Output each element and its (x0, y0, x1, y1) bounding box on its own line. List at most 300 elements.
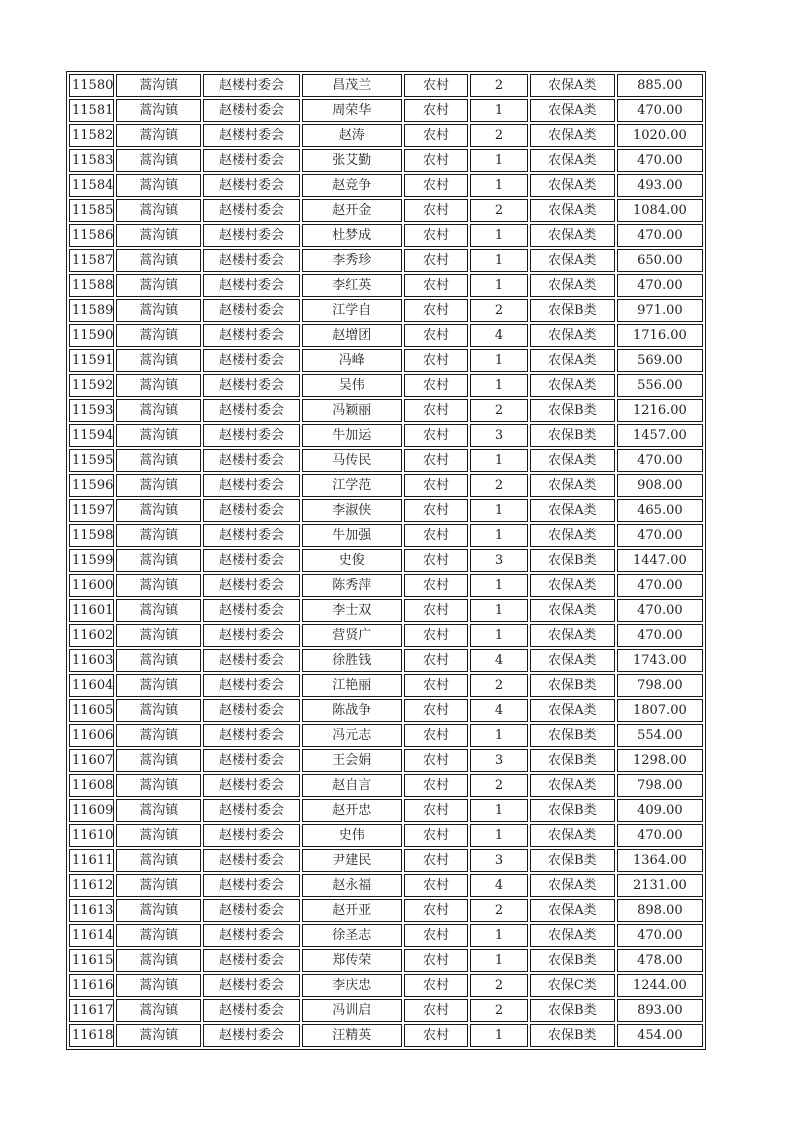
cell-residence-type: 农村 (404, 424, 468, 447)
cell-record-id: 11612 (69, 874, 114, 897)
table-row (69, 524, 703, 547)
cell-town: 蒿沟镇 (116, 449, 201, 472)
cell-amount: 798.00 (617, 674, 703, 697)
cell-village-committee: 赵楼村委会 (203, 799, 300, 822)
cell-town: 蒿沟镇 (116, 1024, 201, 1047)
cell-village-committee: 赵楼村委会 (203, 524, 300, 547)
cell-amount: 1216.00 (617, 399, 703, 422)
cell-insurance-category: 农保A类 (530, 924, 615, 947)
cell-amount: 1743.00 (617, 649, 703, 672)
table-row (69, 574, 703, 597)
cell-amount: 908.00 (617, 474, 703, 497)
cell-amount: 470.00 (617, 224, 703, 247)
cell-person-count: 2 (470, 999, 528, 1022)
cell-insurance-category: 农保A类 (530, 599, 615, 622)
cell-person-name: 冯训启 (302, 999, 402, 1022)
cell-town: 蒿沟镇 (116, 399, 201, 422)
cell-insurance-category: 农保B类 (530, 849, 615, 872)
cell-amount: 650.00 (617, 249, 703, 272)
cell-person-name: 营贤广 (302, 624, 402, 647)
cell-village-committee: 赵楼村委会 (203, 724, 300, 747)
cell-person-name: 牛加强 (302, 524, 402, 547)
cell-residence-type: 农村 (404, 849, 468, 872)
cell-village-committee: 赵楼村委会 (203, 374, 300, 397)
cell-town: 蒿沟镇 (116, 374, 201, 397)
cell-person-name: 赵开亚 (302, 899, 402, 922)
cell-insurance-category: 农保A类 (530, 249, 615, 272)
cell-amount: 478.00 (617, 949, 703, 972)
cell-village-committee: 赵楼村委会 (203, 349, 300, 372)
cell-insurance-category: 农保C类 (530, 974, 615, 997)
benefits-roster-table (66, 71, 706, 1050)
table-row (69, 424, 703, 447)
cell-record-id: 11591 (69, 349, 114, 372)
cell-person-name: 江学范 (302, 474, 402, 497)
cell-amount: 885.00 (617, 74, 703, 97)
table-row (69, 1024, 703, 1047)
cell-amount: 1244.00 (617, 974, 703, 997)
cell-village-committee: 赵楼村委会 (203, 974, 300, 997)
cell-village-committee: 赵楼村委会 (203, 324, 300, 347)
cell-record-id: 11607 (69, 749, 114, 772)
cell-village-committee: 赵楼村委会 (203, 899, 300, 922)
cell-insurance-category: 农保B类 (530, 549, 615, 572)
cell-record-id: 11601 (69, 599, 114, 622)
cell-town: 蒿沟镇 (116, 774, 201, 797)
cell-record-id: 11598 (69, 524, 114, 547)
cell-person-count: 1 (470, 724, 528, 747)
cell-insurance-category: 农保A类 (530, 199, 615, 222)
cell-amount: 554.00 (617, 724, 703, 747)
cell-record-id: 11595 (69, 449, 114, 472)
cell-amount: 470.00 (617, 574, 703, 597)
cell-village-committee: 赵楼村委会 (203, 549, 300, 572)
cell-village-committee: 赵楼村委会 (203, 224, 300, 247)
cell-person-name: 尹建民 (302, 849, 402, 872)
cell-amount: 454.00 (617, 1024, 703, 1047)
table-row (69, 799, 703, 822)
table-row (69, 599, 703, 622)
table-row (69, 749, 703, 772)
cell-village-committee: 赵楼村委会 (203, 949, 300, 972)
cell-person-count: 1 (470, 599, 528, 622)
cell-town: 蒿沟镇 (116, 224, 201, 247)
cell-record-id: 11590 (69, 324, 114, 347)
cell-person-name: 赵永福 (302, 874, 402, 897)
cell-residence-type: 农村 (404, 949, 468, 972)
cell-record-id: 11588 (69, 274, 114, 297)
cell-person-count: 1 (470, 449, 528, 472)
cell-town: 蒿沟镇 (116, 699, 201, 722)
cell-person-count: 2 (470, 899, 528, 922)
cell-town: 蒿沟镇 (116, 899, 201, 922)
cell-record-id: 11592 (69, 374, 114, 397)
cell-person-name: 赵竞争 (302, 174, 402, 197)
table-row (69, 349, 703, 372)
cell-amount: 556.00 (617, 374, 703, 397)
cell-village-committee: 赵楼村委会 (203, 199, 300, 222)
cell-village-committee: 赵楼村委会 (203, 824, 300, 847)
cell-residence-type: 农村 (404, 649, 468, 672)
cell-person-count: 1 (470, 499, 528, 522)
cell-insurance-category: 农保A类 (530, 699, 615, 722)
cell-residence-type: 农村 (404, 1024, 468, 1047)
cell-village-committee: 赵楼村委会 (203, 849, 300, 872)
cell-person-name: 徐圣志 (302, 924, 402, 947)
cell-village-committee: 赵楼村委会 (203, 299, 300, 322)
cell-insurance-category: 农保A类 (530, 899, 615, 922)
cell-amount: 465.00 (617, 499, 703, 522)
table-row (69, 74, 703, 97)
cell-amount: 470.00 (617, 624, 703, 647)
cell-insurance-category: 农保A类 (530, 874, 615, 897)
cell-town: 蒿沟镇 (116, 624, 201, 647)
cell-person-count: 1 (470, 574, 528, 597)
cell-residence-type: 农村 (404, 924, 468, 947)
cell-person-count: 1 (470, 949, 528, 972)
cell-village-committee: 赵楼村委会 (203, 924, 300, 947)
cell-record-id: 11587 (69, 249, 114, 272)
cell-town: 蒿沟镇 (116, 149, 201, 172)
cell-person-name: 史伟 (302, 824, 402, 847)
cell-person-name: 李秀珍 (302, 249, 402, 272)
cell-town: 蒿沟镇 (116, 674, 201, 697)
cell-village-committee: 赵楼村委会 (203, 599, 300, 622)
cell-village-committee: 赵楼村委会 (203, 674, 300, 697)
cell-amount: 893.00 (617, 999, 703, 1022)
table-row (69, 174, 703, 197)
cell-person-name: 史俊 (302, 549, 402, 572)
table-row (69, 474, 703, 497)
cell-person-name: 赵增团 (302, 324, 402, 347)
cell-town: 蒿沟镇 (116, 874, 201, 897)
table-row (69, 224, 703, 247)
cell-amount: 1457.00 (617, 424, 703, 447)
table-row (69, 199, 703, 222)
cell-record-id: 11615 (69, 949, 114, 972)
cell-amount: 470.00 (617, 824, 703, 847)
cell-insurance-category: 农保B类 (530, 749, 615, 772)
table-row (69, 374, 703, 397)
cell-person-count: 1 (470, 824, 528, 847)
cell-residence-type: 农村 (404, 274, 468, 297)
cell-insurance-category: 农保A类 (530, 374, 615, 397)
cell-person-count: 2 (470, 974, 528, 997)
cell-person-name: 江学自 (302, 299, 402, 322)
cell-residence-type: 农村 (404, 249, 468, 272)
cell-town: 蒿沟镇 (116, 349, 201, 372)
cell-insurance-category: 农保A类 (530, 574, 615, 597)
cell-record-id: 11604 (69, 674, 114, 697)
cell-residence-type: 农村 (404, 374, 468, 397)
cell-record-id: 11609 (69, 799, 114, 822)
cell-record-id: 11602 (69, 624, 114, 647)
cell-insurance-category: 农保B类 (530, 299, 615, 322)
cell-residence-type: 农村 (404, 549, 468, 572)
cell-amount: 1084.00 (617, 199, 703, 222)
cell-person-count: 2 (470, 74, 528, 97)
cell-person-count: 4 (470, 324, 528, 347)
cell-town: 蒿沟镇 (116, 949, 201, 972)
cell-record-id: 11584 (69, 174, 114, 197)
cell-amount: 1020.00 (617, 124, 703, 147)
cell-residence-type: 农村 (404, 174, 468, 197)
cell-person-name: 江艳丽 (302, 674, 402, 697)
table-row (69, 949, 703, 972)
cell-insurance-category: 农保A类 (530, 824, 615, 847)
cell-record-id: 11597 (69, 499, 114, 522)
cell-residence-type: 农村 (404, 349, 468, 372)
cell-village-committee: 赵楼村委会 (203, 99, 300, 122)
cell-town: 蒿沟镇 (116, 599, 201, 622)
cell-record-id: 11605 (69, 699, 114, 722)
cell-amount: 569.00 (617, 349, 703, 372)
cell-insurance-category: 农保A类 (530, 474, 615, 497)
cell-residence-type: 农村 (404, 774, 468, 797)
cell-record-id: 11599 (69, 549, 114, 572)
cell-town: 蒿沟镇 (116, 974, 201, 997)
cell-person-count: 1 (470, 624, 528, 647)
cell-record-id: 11589 (69, 299, 114, 322)
table-row (69, 299, 703, 322)
cell-town: 蒿沟镇 (116, 424, 201, 447)
cell-amount: 1716.00 (617, 324, 703, 347)
cell-village-committee: 赵楼村委会 (203, 574, 300, 597)
cell-town: 蒿沟镇 (116, 799, 201, 822)
cell-record-id: 11611 (69, 849, 114, 872)
cell-town: 蒿沟镇 (116, 724, 201, 747)
cell-person-count: 1 (470, 374, 528, 397)
cell-village-committee: 赵楼村委会 (203, 749, 300, 772)
cell-amount: 2131.00 (617, 874, 703, 897)
cell-person-name: 王会娟 (302, 749, 402, 772)
cell-insurance-category: 农保A类 (530, 224, 615, 247)
cell-person-count: 1 (470, 1024, 528, 1047)
cell-record-id: 11583 (69, 149, 114, 172)
cell-person-name: 冯峰 (302, 349, 402, 372)
table-body (69, 74, 703, 1047)
cell-residence-type: 农村 (404, 724, 468, 747)
cell-person-name: 赵开金 (302, 199, 402, 222)
cell-person-count: 1 (470, 149, 528, 172)
cell-person-name: 周荣华 (302, 99, 402, 122)
table-row (69, 249, 703, 272)
table-row (69, 999, 703, 1022)
cell-amount: 798.00 (617, 774, 703, 797)
cell-person-count: 1 (470, 924, 528, 947)
cell-insurance-category: 农保A类 (530, 524, 615, 547)
cell-town: 蒿沟镇 (116, 124, 201, 147)
cell-person-count: 1 (470, 524, 528, 547)
cell-village-committee: 赵楼村委会 (203, 999, 300, 1022)
cell-person-count: 3 (470, 849, 528, 872)
cell-village-committee: 赵楼村委会 (203, 174, 300, 197)
cell-town: 蒿沟镇 (116, 299, 201, 322)
cell-insurance-category: 农保A类 (530, 124, 615, 147)
cell-amount: 470.00 (617, 99, 703, 122)
cell-town: 蒿沟镇 (116, 524, 201, 547)
cell-insurance-category: 农保A类 (530, 624, 615, 647)
cell-person-count: 1 (470, 224, 528, 247)
cell-person-count: 1 (470, 349, 528, 372)
cell-town: 蒿沟镇 (116, 549, 201, 572)
table-row (69, 324, 703, 347)
cell-insurance-category: 农保A类 (530, 774, 615, 797)
cell-residence-type: 农村 (404, 399, 468, 422)
cell-person-count: 2 (470, 299, 528, 322)
cell-village-committee: 赵楼村委会 (203, 399, 300, 422)
table-row (69, 274, 703, 297)
cell-amount: 470.00 (617, 149, 703, 172)
cell-person-name: 赵开忠 (302, 799, 402, 822)
cell-village-committee: 赵楼村委会 (203, 274, 300, 297)
cell-record-id: 11600 (69, 574, 114, 597)
cell-amount: 1807.00 (617, 699, 703, 722)
cell-person-name: 李淑侠 (302, 499, 402, 522)
cell-record-id: 11596 (69, 474, 114, 497)
cell-record-id: 11581 (69, 99, 114, 122)
cell-town: 蒿沟镇 (116, 849, 201, 872)
cell-record-id: 11586 (69, 224, 114, 247)
cell-town: 蒿沟镇 (116, 199, 201, 222)
table-row (69, 149, 703, 172)
table-row (69, 399, 703, 422)
cell-insurance-category: 农保A类 (530, 449, 615, 472)
cell-village-committee: 赵楼村委会 (203, 649, 300, 672)
cell-residence-type: 农村 (404, 824, 468, 847)
cell-person-count: 2 (470, 124, 528, 147)
table-row (69, 674, 703, 697)
table-row (69, 549, 703, 572)
cell-village-committee: 赵楼村委会 (203, 1024, 300, 1047)
cell-residence-type: 农村 (404, 899, 468, 922)
cell-record-id: 11618 (69, 1024, 114, 1047)
cell-town: 蒿沟镇 (116, 274, 201, 297)
table-row (69, 699, 703, 722)
cell-person-name: 马传民 (302, 449, 402, 472)
cell-record-id: 11580 (69, 74, 114, 97)
cell-village-committee: 赵楼村委会 (203, 124, 300, 147)
cell-residence-type: 农村 (404, 999, 468, 1022)
cell-amount: 409.00 (617, 799, 703, 822)
cell-village-committee: 赵楼村委会 (203, 624, 300, 647)
cell-record-id: 11616 (69, 974, 114, 997)
cell-record-id: 11603 (69, 649, 114, 672)
cell-amount: 470.00 (617, 449, 703, 472)
table-row (69, 849, 703, 872)
cell-person-count: 2 (470, 399, 528, 422)
table-row (69, 824, 703, 847)
cell-record-id: 11617 (69, 999, 114, 1022)
cell-person-count: 1 (470, 274, 528, 297)
cell-residence-type: 农村 (404, 199, 468, 222)
cell-amount: 1298.00 (617, 749, 703, 772)
cell-amount: 971.00 (617, 299, 703, 322)
cell-person-name: 赵涛 (302, 124, 402, 147)
cell-village-committee: 赵楼村委会 (203, 774, 300, 797)
cell-town: 蒿沟镇 (116, 499, 201, 522)
table-row (69, 99, 703, 122)
cell-residence-type: 农村 (404, 974, 468, 997)
cell-residence-type: 农村 (404, 749, 468, 772)
table-row (69, 124, 703, 147)
cell-person-count: 3 (470, 549, 528, 572)
cell-residence-type: 农村 (404, 699, 468, 722)
cell-town: 蒿沟镇 (116, 249, 201, 272)
cell-village-committee: 赵楼村委会 (203, 474, 300, 497)
cell-insurance-category: 农保B类 (530, 949, 615, 972)
cell-person-count: 3 (470, 749, 528, 772)
cell-insurance-category: 农保A类 (530, 99, 615, 122)
cell-residence-type: 农村 (404, 874, 468, 897)
cell-residence-type: 农村 (404, 599, 468, 622)
cell-village-committee: 赵楼村委会 (203, 874, 300, 897)
cell-town: 蒿沟镇 (116, 999, 201, 1022)
cell-insurance-category: 农保B类 (530, 799, 615, 822)
cell-person-count: 2 (470, 674, 528, 697)
table-row (69, 924, 703, 947)
cell-insurance-category: 农保B类 (530, 674, 615, 697)
cell-town: 蒿沟镇 (116, 749, 201, 772)
cell-residence-type: 农村 (404, 674, 468, 697)
cell-town: 蒿沟镇 (116, 324, 201, 347)
cell-town: 蒿沟镇 (116, 174, 201, 197)
table-row (69, 624, 703, 647)
cell-amount: 470.00 (617, 599, 703, 622)
cell-record-id: 11606 (69, 724, 114, 747)
cell-residence-type: 农村 (404, 799, 468, 822)
cell-person-count: 1 (470, 174, 528, 197)
cell-person-name: 张艾勤 (302, 149, 402, 172)
cell-residence-type: 农村 (404, 124, 468, 147)
cell-amount: 1364.00 (617, 849, 703, 872)
cell-residence-type: 农村 (404, 574, 468, 597)
table-row (69, 899, 703, 922)
cell-town: 蒿沟镇 (116, 474, 201, 497)
cell-village-committee: 赵楼村委会 (203, 499, 300, 522)
cell-amount: 1447.00 (617, 549, 703, 572)
cell-person-name: 陈战争 (302, 699, 402, 722)
cell-insurance-category: 农保A类 (530, 74, 615, 97)
cell-person-name: 杜梦成 (302, 224, 402, 247)
cell-insurance-category: 农保B类 (530, 399, 615, 422)
cell-person-name: 汪精英 (302, 1024, 402, 1047)
cell-record-id: 11613 (69, 899, 114, 922)
cell-amount: 493.00 (617, 174, 703, 197)
cell-town: 蒿沟镇 (116, 824, 201, 847)
cell-village-committee: 赵楼村委会 (203, 699, 300, 722)
cell-insurance-category: 农保A类 (530, 174, 615, 197)
cell-amount: 470.00 (617, 924, 703, 947)
cell-town: 蒿沟镇 (116, 574, 201, 597)
cell-record-id: 11608 (69, 774, 114, 797)
cell-insurance-category: 农保A类 (530, 499, 615, 522)
table-row (69, 974, 703, 997)
cell-insurance-category: 农保A类 (530, 324, 615, 347)
cell-residence-type: 农村 (404, 324, 468, 347)
cell-residence-type: 农村 (404, 224, 468, 247)
cell-residence-type: 农村 (404, 624, 468, 647)
cell-insurance-category: 农保A类 (530, 274, 615, 297)
cell-person-name: 郑传荣 (302, 949, 402, 972)
table-row (69, 874, 703, 897)
cell-town: 蒿沟镇 (116, 924, 201, 947)
table-row (69, 774, 703, 797)
cell-person-name: 李士双 (302, 599, 402, 622)
cell-person-name: 徐胜钱 (302, 649, 402, 672)
cell-person-name: 李红英 (302, 274, 402, 297)
table-row (69, 724, 703, 747)
